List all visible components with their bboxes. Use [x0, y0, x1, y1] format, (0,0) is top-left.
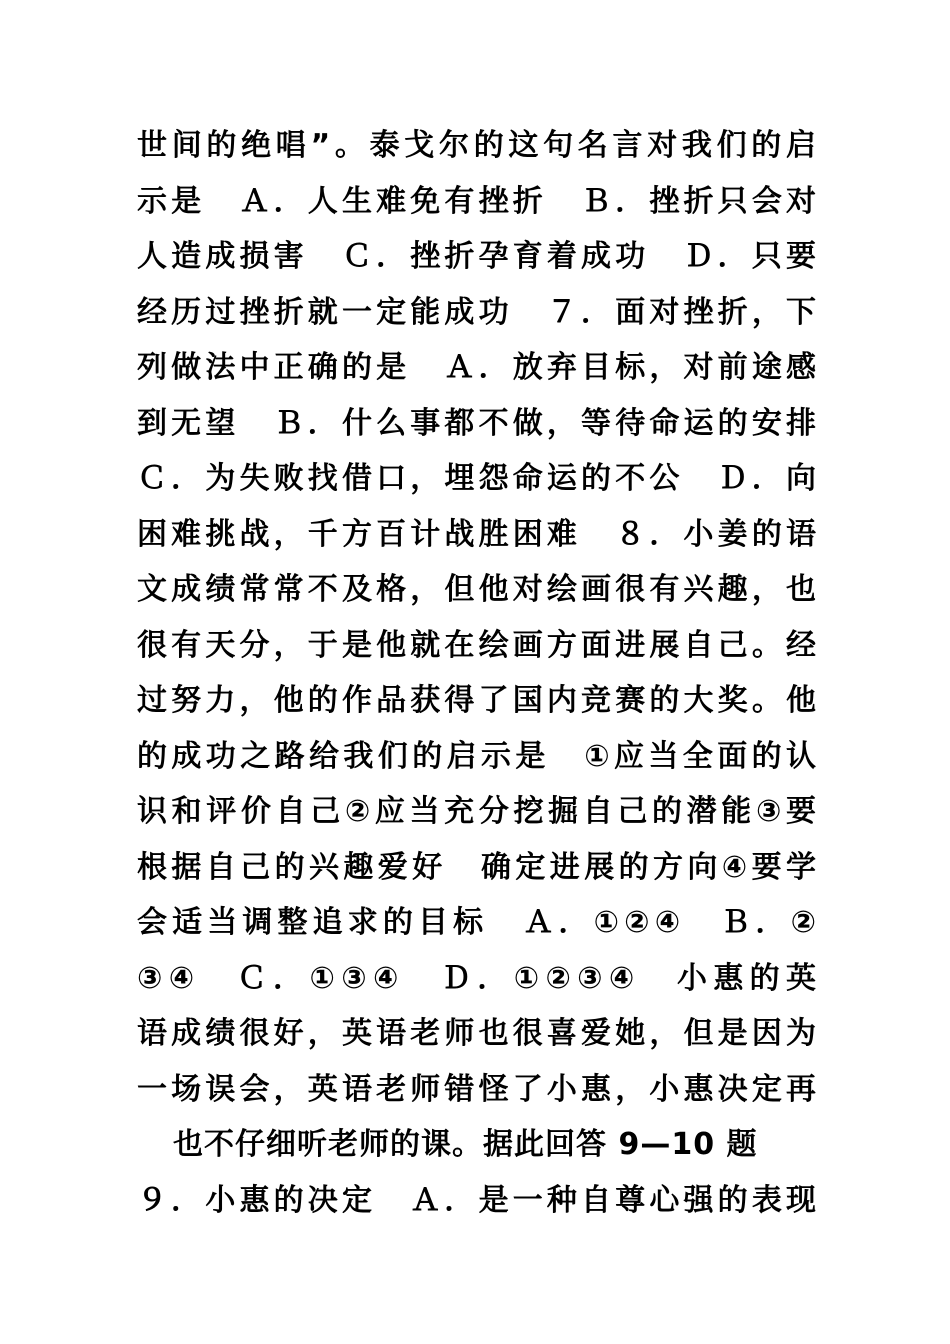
- body-text: [137, 118, 817, 1228]
- text-line-16: ③④ Ｃ．①③④ Ｄ．①②③④ 小惠的英: [137, 960, 817, 996]
- text-line-6: 到无望 Ｂ．什么事都不做，等待命运的安排: [137, 405, 817, 441]
- text-line-13: 识和评价自己②应当充分挖掘自己的潜能③要: [137, 794, 817, 829]
- text-line-10: 很有天分，于是他就在绘画方面进展自己。经: [137, 627, 817, 663]
- text-line-3: 人造成损害 Ｃ．挫折孕育着成功 Ｄ．只要: [137, 239, 817, 274]
- text-line-11: 过努力，他的作品获得了国内竞赛的大奖。他: [137, 683, 817, 718]
- text-line-9: 文成绩常常不及格，但他对绘画很有兴趣，也: [137, 572, 817, 607]
- text-line-20: ９．小惠的决定 Ａ．是一种自尊心强的表现: [137, 1182, 817, 1218]
- text-line-7: Ｃ．为失败找借口，埋怨命运的不公 Ｄ．向: [137, 461, 817, 496]
- text-line-17: 语成绩很好，英语老师也很喜爱她，但是因为: [137, 1016, 817, 1051]
- text-line-2: 示是 Ａ．人生难免有挫折 Ｂ．挫折只会对: [137, 183, 817, 219]
- text-line-5: 列做法中正确的是 Ａ．放弃目标，对前途感: [137, 350, 817, 385]
- text-line-12: 的成功之路给我们的启示是 ①应当全面的认: [137, 738, 817, 774]
- text-line-4: 经历过挫折就一定能成功 ７．面对挫折，下: [137, 294, 817, 330]
- text-line-19: 也不仔细听老师的课。据此回答 9—10 题: [173, 1127, 758, 1162]
- text-line-18: 一场误会，英语老师错怪了小惠，小惠决定再: [137, 1071, 817, 1107]
- text-line-15: 会适当调整追求的目标 Ａ．①②④ Ｂ．②: [137, 905, 817, 940]
- text-line-8: 困难挑战，千方百计战胜困难 ８．小姜的语: [137, 516, 817, 552]
- text-line-1: 世间的绝唱”。泰戈尔的这句名言对我们的启: [137, 128, 817, 163]
- text-line-14: 根据自己的兴趣爱好 确定进展的方向④要学: [137, 849, 817, 885]
